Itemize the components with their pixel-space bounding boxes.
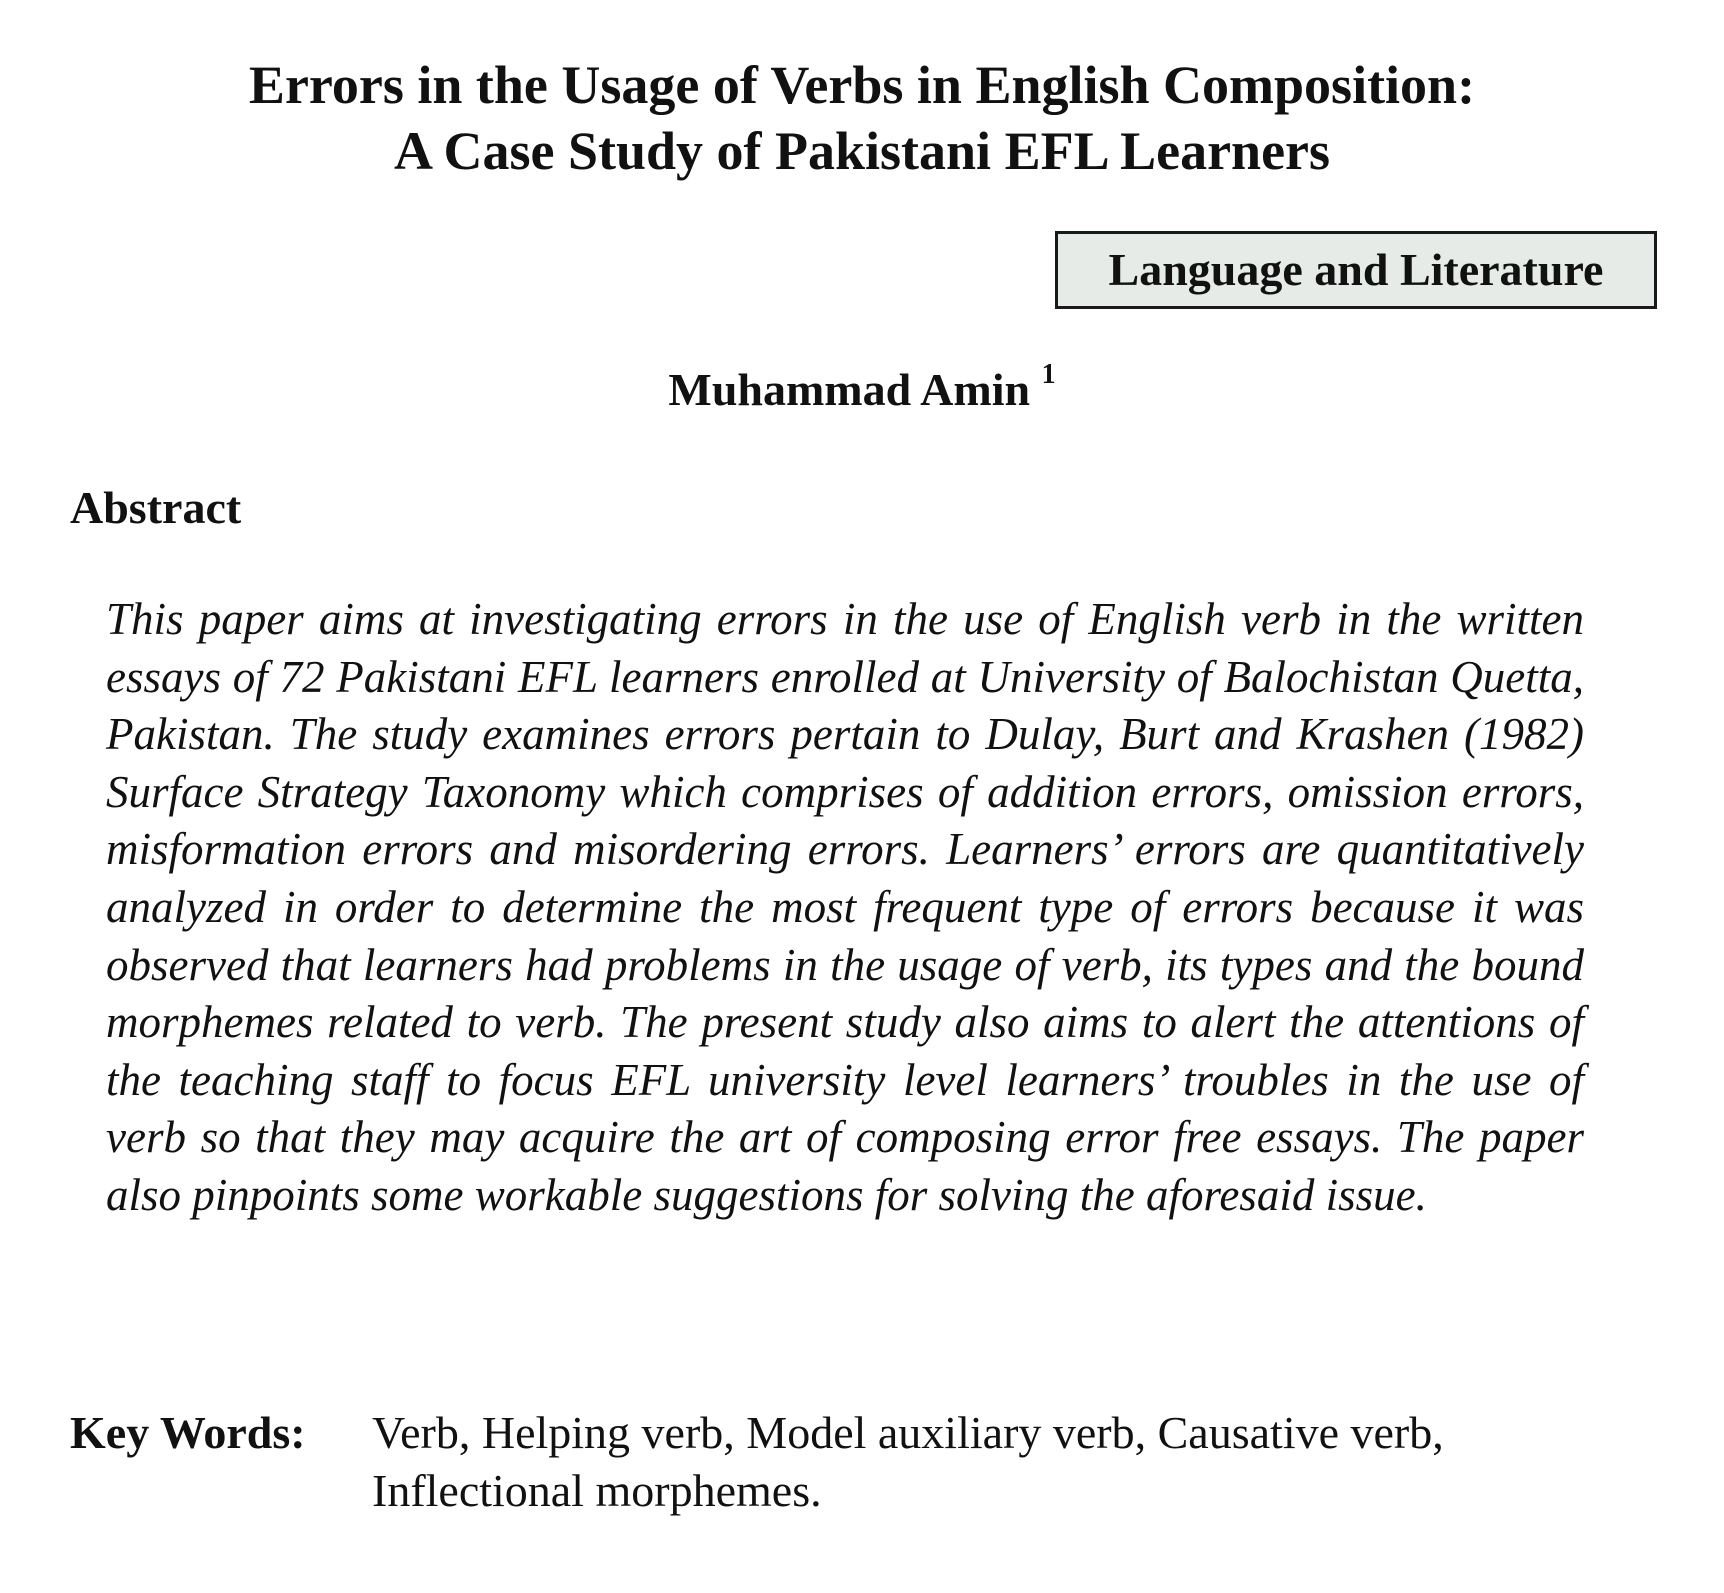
author-name: Muhammad Amin — [668, 364, 1031, 415]
abstract-text: This paper aims at investigating errors in the use of English verb in the written essays of 72 Pakistani EFL learners enrolled at University of Balochistan Quetta, Pakistan. The study examines errors pertain to Dulay, Burt and Krashen (1982) Surface Strategy Taxonomy which comprises of addition errors, omission errors, misformation errors and misordering errors. Learners’ errors are quantitatively analyzed in order to determine the most frequent type of errors because it was observed that learners had problems in the usage of verb, its types and the bound morphemes related to verb. The present study also aims to alert the attentions of the teaching staff to focus EFL university level learners’ troubles in the use of verb so that they may acquire the art of composing error free essays. The paper also pinpoints some workable suggestions for solving the aforesaid issue. — [106, 594, 1584, 1220]
author-affiliation-mark: 1 — [1041, 358, 1056, 390]
keywords-list — [372, 1404, 1630, 1520]
keywords-section — [70, 1404, 1630, 1520]
category-badge — [1055, 231, 1657, 309]
title-line-2: A Case Study of Pakistani EFL Learners — [393, 121, 1331, 181]
abstract-heading: Abstract — [70, 482, 242, 533]
keywords-line-2: Inflectional morphemes. — [372, 1465, 822, 1516]
title-line-1: Errors in the Usage of Verbs in English Composition: — [248, 55, 1476, 115]
paper-title — [0, 52, 1724, 184]
category-label: Language and Literature — [1108, 244, 1604, 295]
keywords-line-1: Verb, Helping verb, Model auxiliary verb, Causative verb, — [372, 1407, 1444, 1458]
keywords-label: Key Words: — [70, 1407, 306, 1458]
author-line — [0, 360, 1724, 420]
